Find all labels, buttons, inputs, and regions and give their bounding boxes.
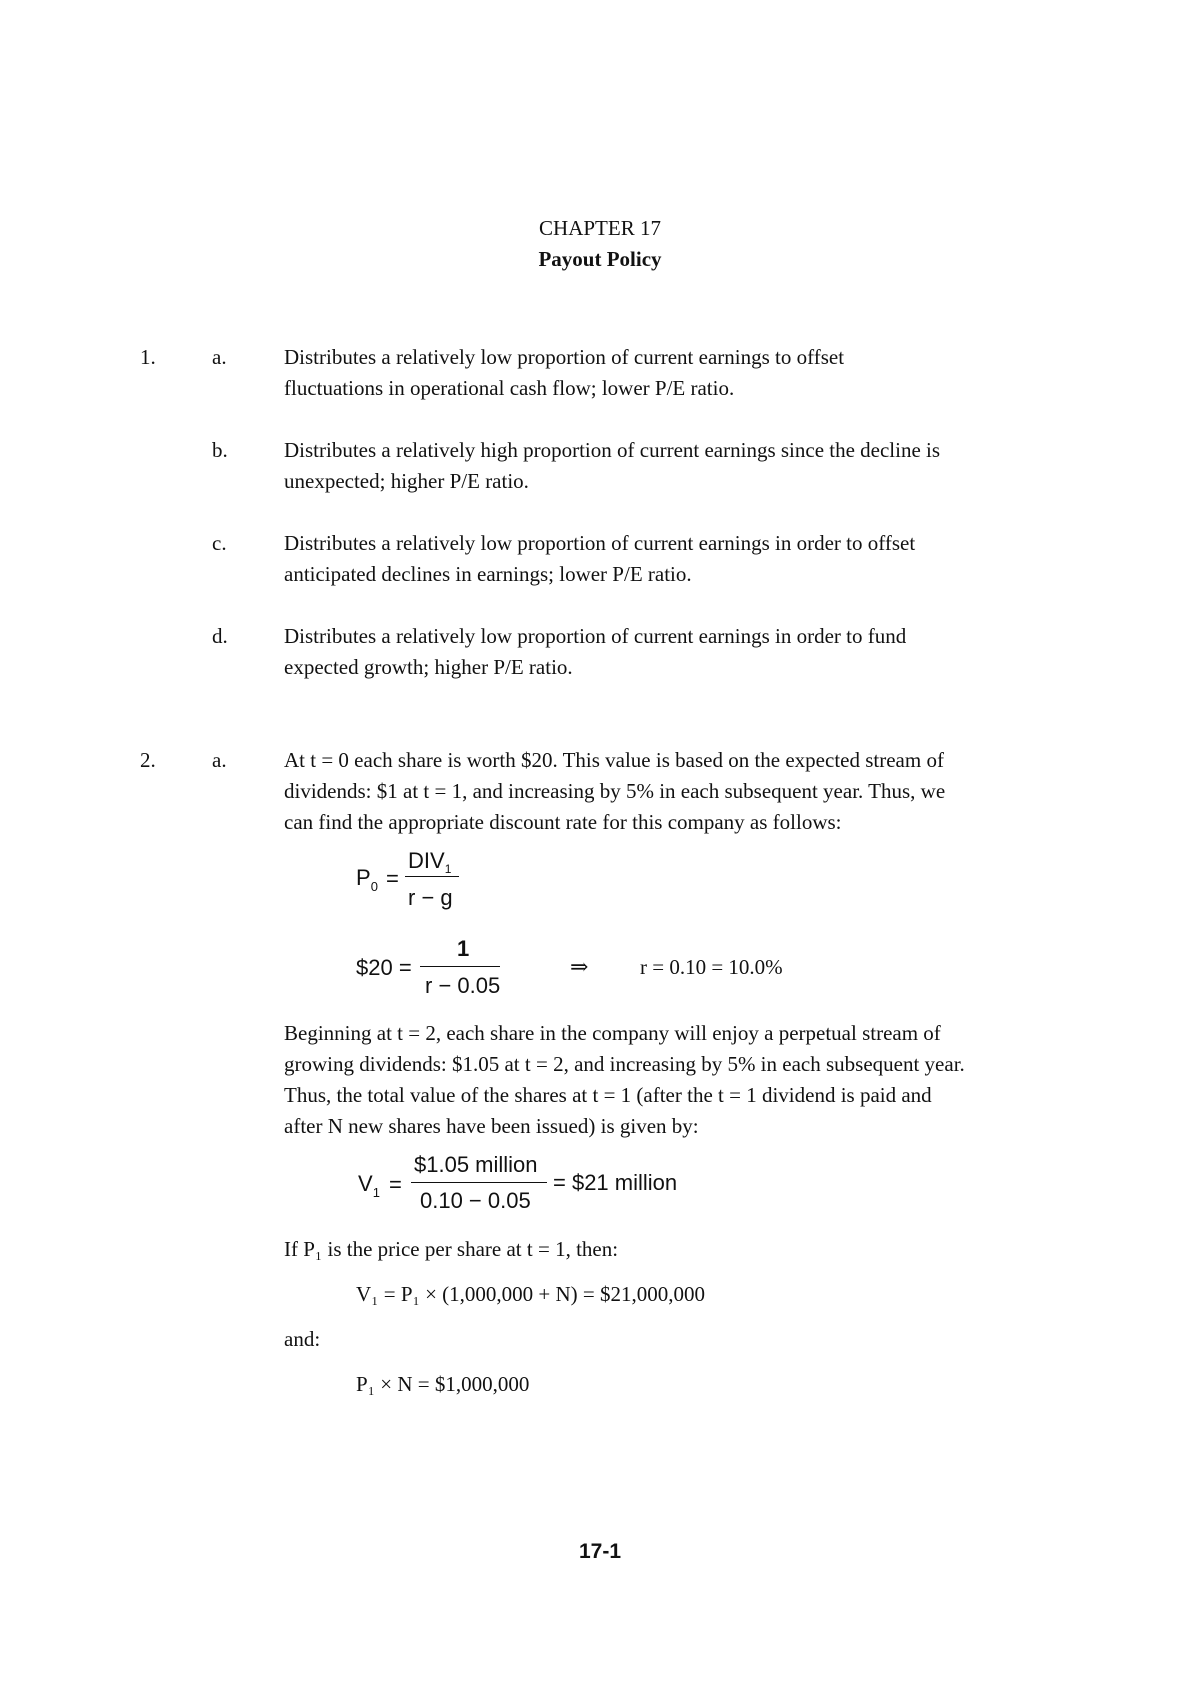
fraction-bar: [420, 966, 500, 967]
eq-result: r = 0.10 = 10.0%: [640, 955, 783, 979]
paragraph-line: and:: [284, 1327, 321, 1351]
eq-lhs: $20 =: [356, 955, 412, 980]
eq-lhs: V: [358, 1171, 373, 1196]
eq-equals: =: [386, 866, 399, 891]
item-label: d.: [212, 624, 228, 648]
eq-lhs-sub: 1: [372, 1185, 380, 1200]
eq-lhs: P: [356, 865, 371, 890]
item-text-line: unexpected; higher P/E ratio.: [284, 469, 529, 493]
question-number: 1.: [140, 345, 156, 369]
paragraph-line: dividends: $1 at t = 1, and increasing by 5% in each subsequent year. Thus, we: [284, 779, 946, 803]
item-label: a.: [212, 748, 227, 772]
eq-lhs-sub: 0: [370, 879, 378, 894]
item-label: a.: [212, 345, 227, 369]
paragraph-line: If P₁ is the price per share at t = 1, then:: [284, 1237, 619, 1261]
chapter-heading: CHAPTER 17: [539, 216, 661, 240]
paragraph-line: Beginning at t = 2, each share in the company will enjoy a perpetual stream of: [284, 1021, 941, 1045]
eq-denominator: r − g: [408, 885, 453, 910]
fraction-bar: [411, 1182, 547, 1183]
page-number: 17-1: [578, 1540, 622, 1563]
paragraph-line: Thus, the total value of the shares at t = 1 (after the t = 1 dividend is paid and: [284, 1083, 932, 1107]
eq-numerator-sub: 1: [444, 862, 452, 876]
paragraph-line: after N new shares have been issued) is given by:: [284, 1114, 699, 1138]
eq-numerator: 1: [457, 936, 470, 961]
fraction-bar: [405, 876, 459, 877]
item-text-line: Distributes a relatively low proportion of current earnings to offset: [284, 345, 845, 369]
equation-v1-shares: V₁ = P₁ × (1,000,000 + N) = $21,000,000: [356, 1282, 706, 1306]
eq-equals: =: [389, 1172, 402, 1197]
paragraph-line: growing dividends: $1.05 at t = 2, and increasing by 5% in each subsequent year.: [284, 1052, 965, 1076]
implies-arrow: ⇒: [570, 954, 589, 979]
paragraph-line: can find the appropriate discount rate for this company as follows:: [284, 810, 842, 834]
eq-denominator: r − 0.05: [425, 973, 501, 998]
page-title: Payout Policy: [538, 247, 662, 271]
item-label: c.: [212, 531, 227, 555]
question-number: 2.: [140, 748, 156, 772]
item-text-line: fluctuations in operational cash flow; lower P/E ratio.: [284, 376, 735, 400]
eq-denominator: 0.10 − 0.05: [420, 1188, 531, 1213]
eq-numerator: $1.05 million: [414, 1152, 538, 1177]
paragraph-line: At t = 0 each share is worth $20. This value is based on the expected stream of: [284, 748, 944, 772]
eq-rhs: = $21 million: [553, 1170, 678, 1195]
item-text-line: Distributes a relatively low proportion of current earnings in order to fund: [284, 624, 907, 648]
item-text-line: Distributes a relatively low proportion of current earnings in order to offset: [284, 531, 916, 555]
item-label: b.: [212, 438, 228, 462]
equation-p1n: P₁ × N = $1,000,000: [356, 1372, 530, 1396]
item-text-line: Distributes a relatively high proportion of current earnings since the decline is: [284, 438, 941, 462]
item-text-line: anticipated declines in earnings; lower P/E ratio.: [284, 562, 692, 586]
item-text-line: expected growth; higher P/E ratio.: [284, 655, 573, 679]
eq-numerator: DIV: [408, 848, 445, 873]
